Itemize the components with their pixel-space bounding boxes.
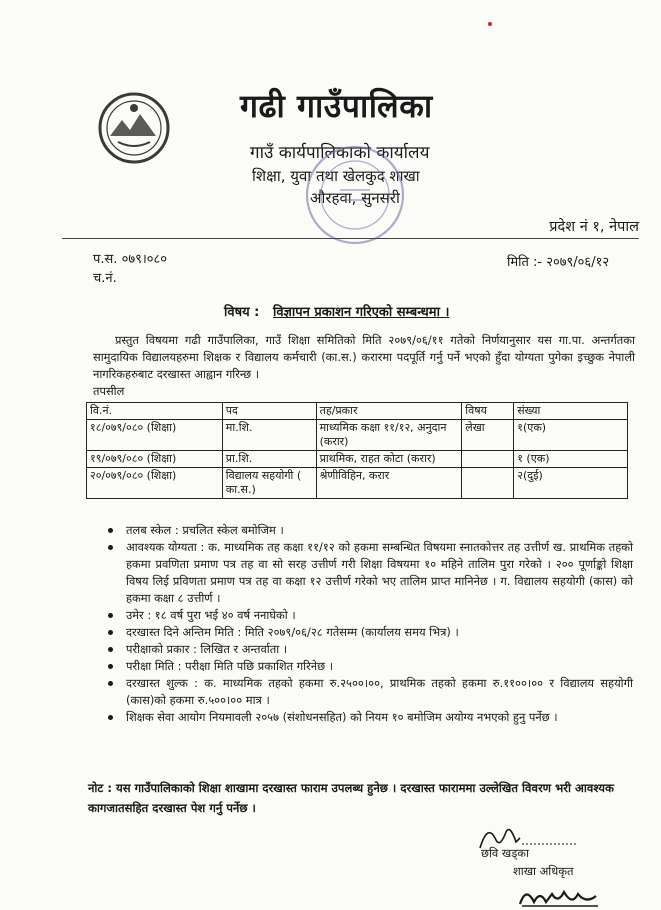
list-item: आवश्यक योग्यता : क. माध्यमिक तह कक्षा ११/१२ को हकमा सम्बन्धित विषयमा स्नातकोत्तर तह उत्तीर्ण ख. प्राथमिक तहको हकमा प्रवणिता प्रमाण पत्र तह वा सो सरह उत्तीर्ण गरी शिक्षा विषयमा १० महिने तालिम पुरा गरेको । २०० पूर्णाङ्को शिक्षा विषय लिई प्रविणता प्रमाण पत्र तह वा कक्षा १२ उत्तीर्ण गरेको भए तालिम प्राप्त मानिनेछ । ग. विद्यालय सहयोगी (कास) को हकमा कक्षा ८ उत्तीर्ण । xyxy=(118,539,633,607)
office-stamp xyxy=(300,140,410,250)
table-cell: २(दुई) xyxy=(514,468,628,499)
letter-date: मिति :- २०७९/०६/१२ xyxy=(507,255,610,270)
table-header: पद xyxy=(222,403,316,420)
province-label: प्रदेश नं १, नेपाल xyxy=(549,219,639,235)
authorization-stamp xyxy=(516,884,600,910)
table-cell: १९/०७९/०८० (शिक्षा) xyxy=(87,451,223,468)
table-header-row xyxy=(87,403,628,420)
requirements-list xyxy=(118,522,633,726)
subject-label: विषय : xyxy=(224,305,260,320)
table-header: संख्या xyxy=(514,403,628,420)
list-item: शिक्षक सेवा आयोग नियमावली २०५७ (संशोधनसहित) को नियम १० बमोजिम अयोग्य नभएको हुनु पर्नेछ । xyxy=(118,709,633,726)
table-cell: २०/०७९/०८० (शिक्षा) xyxy=(87,468,223,499)
signatory-name: छवि खड्का xyxy=(481,846,529,860)
list-item: परीक्षा मिति : परीक्षा मिति पछि प्रकाशित गरिनेछ । xyxy=(118,658,633,675)
table-cell: प्रा.शि. xyxy=(222,451,316,468)
table-cell: १(एक) xyxy=(514,420,628,451)
list-item: दरखास्त दिने अन्तिम मिति : मिति २०७९/०६/२८ गतेसम्म (कार्यालय समय भित्र) । xyxy=(118,624,633,641)
dispatch-number: च.नं. xyxy=(93,271,117,286)
municipality-title: गढी गाउँपालिका xyxy=(240,87,433,125)
table-cell: प्राथमिक, राहत कोटा (करार) xyxy=(316,451,462,468)
table-cell: माध्यमिक कक्षा ११/१२, अनुदान (करार) xyxy=(316,420,462,451)
table-header: वि.नं. xyxy=(87,403,223,420)
subject-text: विज्ञापन प्रकाशन गरिएको सम्बन्धमा । xyxy=(272,305,450,320)
table-cell: श्रेणीविहिन, करार xyxy=(316,468,462,499)
table-cell: लेखा xyxy=(462,420,514,451)
table-row xyxy=(87,468,628,499)
list-item: उमेर : १८ वर्ष पुरा भई ४० वर्ष ननाघेको । xyxy=(118,607,633,624)
ink-mark xyxy=(488,22,492,26)
list-item: तलब स्केल : प्रचलित स्केल बमोजिम । xyxy=(118,522,633,539)
table-row xyxy=(87,420,628,451)
notice-body: प्रस्तुत विषयमा गढी गाउँपालिका, गाउँ शिक्षा समितिको मिति २०७९/०६/११ गतेको निर्णयानुसार यस गा.पा. अन्तर्गतका सामुदायिक विद्यालयहरुमा शिक्षक र विद्यालय कर्मचारी (का.स.) करारमा पदपूर्ति गर्नु पर्ने भएको हुँदा योग्यता पुगेका इच्छुक नेपाली नागरिकहरुबाट दरखास्त आह्वान गरिन्छ । xyxy=(93,333,635,381)
reference-number: प.स. ०७९।०८० xyxy=(93,252,168,267)
table-cell: १८/०७९/०८० (शिक्षा) xyxy=(87,420,223,451)
table-cell: मा.शि. xyxy=(222,420,316,451)
table-row xyxy=(87,451,628,468)
table-cell: विद्यालय सहयोगी ( का.स.) xyxy=(222,468,316,499)
details-label: तपसील xyxy=(93,384,125,398)
table-cell xyxy=(462,451,514,468)
header-divider xyxy=(62,238,639,239)
office-address: औरहवा, सुनसरी xyxy=(310,189,400,207)
vacancy-table xyxy=(86,402,628,499)
branch-name: शिक्षा, युवा तथा खेलकुद शाखा xyxy=(252,167,420,185)
table-cell: १ (एक) xyxy=(514,451,628,468)
list-item: दरखास्त शुल्क : क. माध्यमिक तहको हकमा रु.२५००।००, प्राथमिक तहको हकमा रु.११००।०० र विद्यालय सहयोगी (कास)को हकमा रु.५००।०० मात्र । xyxy=(118,675,633,709)
note-paragraph: नोट : यस गाउँपालिकाको शिक्षा शाखामा दरखास्त फाराम उपलब्ध हुनेछ । दरखास्त फाराममा उल्लेखित विवरण भरी आवश्यक कागजातसहित दरखास्त पेश गर्नु पर्नेछ । xyxy=(88,781,614,815)
office-name: गाउँ कार्यपालिकाको कार्यालय xyxy=(250,143,430,163)
table-header: विषय xyxy=(462,403,514,420)
signatory-role: शाखा अधिकृत xyxy=(513,864,574,878)
nepal-emblem-icon xyxy=(96,90,172,166)
table-header: तह/प्रकार xyxy=(316,403,462,420)
list-item: परीक्षाको प्रकार : लिखित र अन्तर्वाता । xyxy=(118,641,633,658)
table-cell xyxy=(462,468,514,499)
subject-line xyxy=(224,302,449,320)
